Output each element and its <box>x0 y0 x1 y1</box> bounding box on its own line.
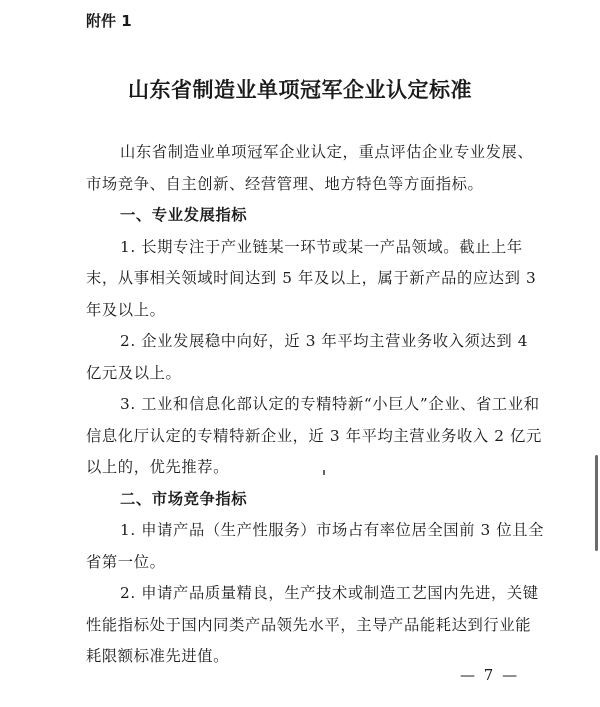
section2-item2: 2. 申请产品质量精良，生产技术或制造工艺国内先进，关键性能指标处于国内同类产品领先水平，主导产品能耗达到行业能耗限额标准先进值。 <box>86 584 539 665</box>
section1-item3: 3. 工业和信息化部认定的专精特新“小巨人”企业、省工业和信息化厅认定的专精特新企业，近 3 年平均主营业务收入 2 亿元以上的，优先推荐。 <box>86 395 542 476</box>
page-number: — 7 — <box>460 666 520 684</box>
section1-item1: 1. 长期专注于产业链某一环节或某一产品领域。截止上年末，从事相关领域时间达到 5 年及以上，属于新产品的应达到 3 年及以上。 <box>86 237 537 319</box>
section-heading-professional: 一、专业发展指标 <box>120 206 248 224</box>
document-title: 山东省制造业单项冠军企业认定标准 <box>128 77 472 102</box>
intro-paragraph: 山东省制造业单项冠军企业认定，重点评估企业专业发展、市场竞争、自主创新、经营管理、地方特色等方面指标。 <box>86 143 534 193</box>
section-heading-market: 二、市场竞争指标 <box>120 489 248 508</box>
document-body <box>86 137 546 673</box>
vertical-scrollbar[interactable] <box>595 455 598 551</box>
section2-item1: 1. 申请产品（生产性服务）市场占有率位居全国前 3 位且全省第一位。 <box>86 521 545 571</box>
attachment-label: 附件 1 <box>86 12 132 30</box>
section1-item2: 2. 企业发展稳中向好，近 3 年平均主营业务收入须达到 4 亿元及以上。 <box>86 332 529 382</box>
scan-speck <box>323 470 325 475</box>
